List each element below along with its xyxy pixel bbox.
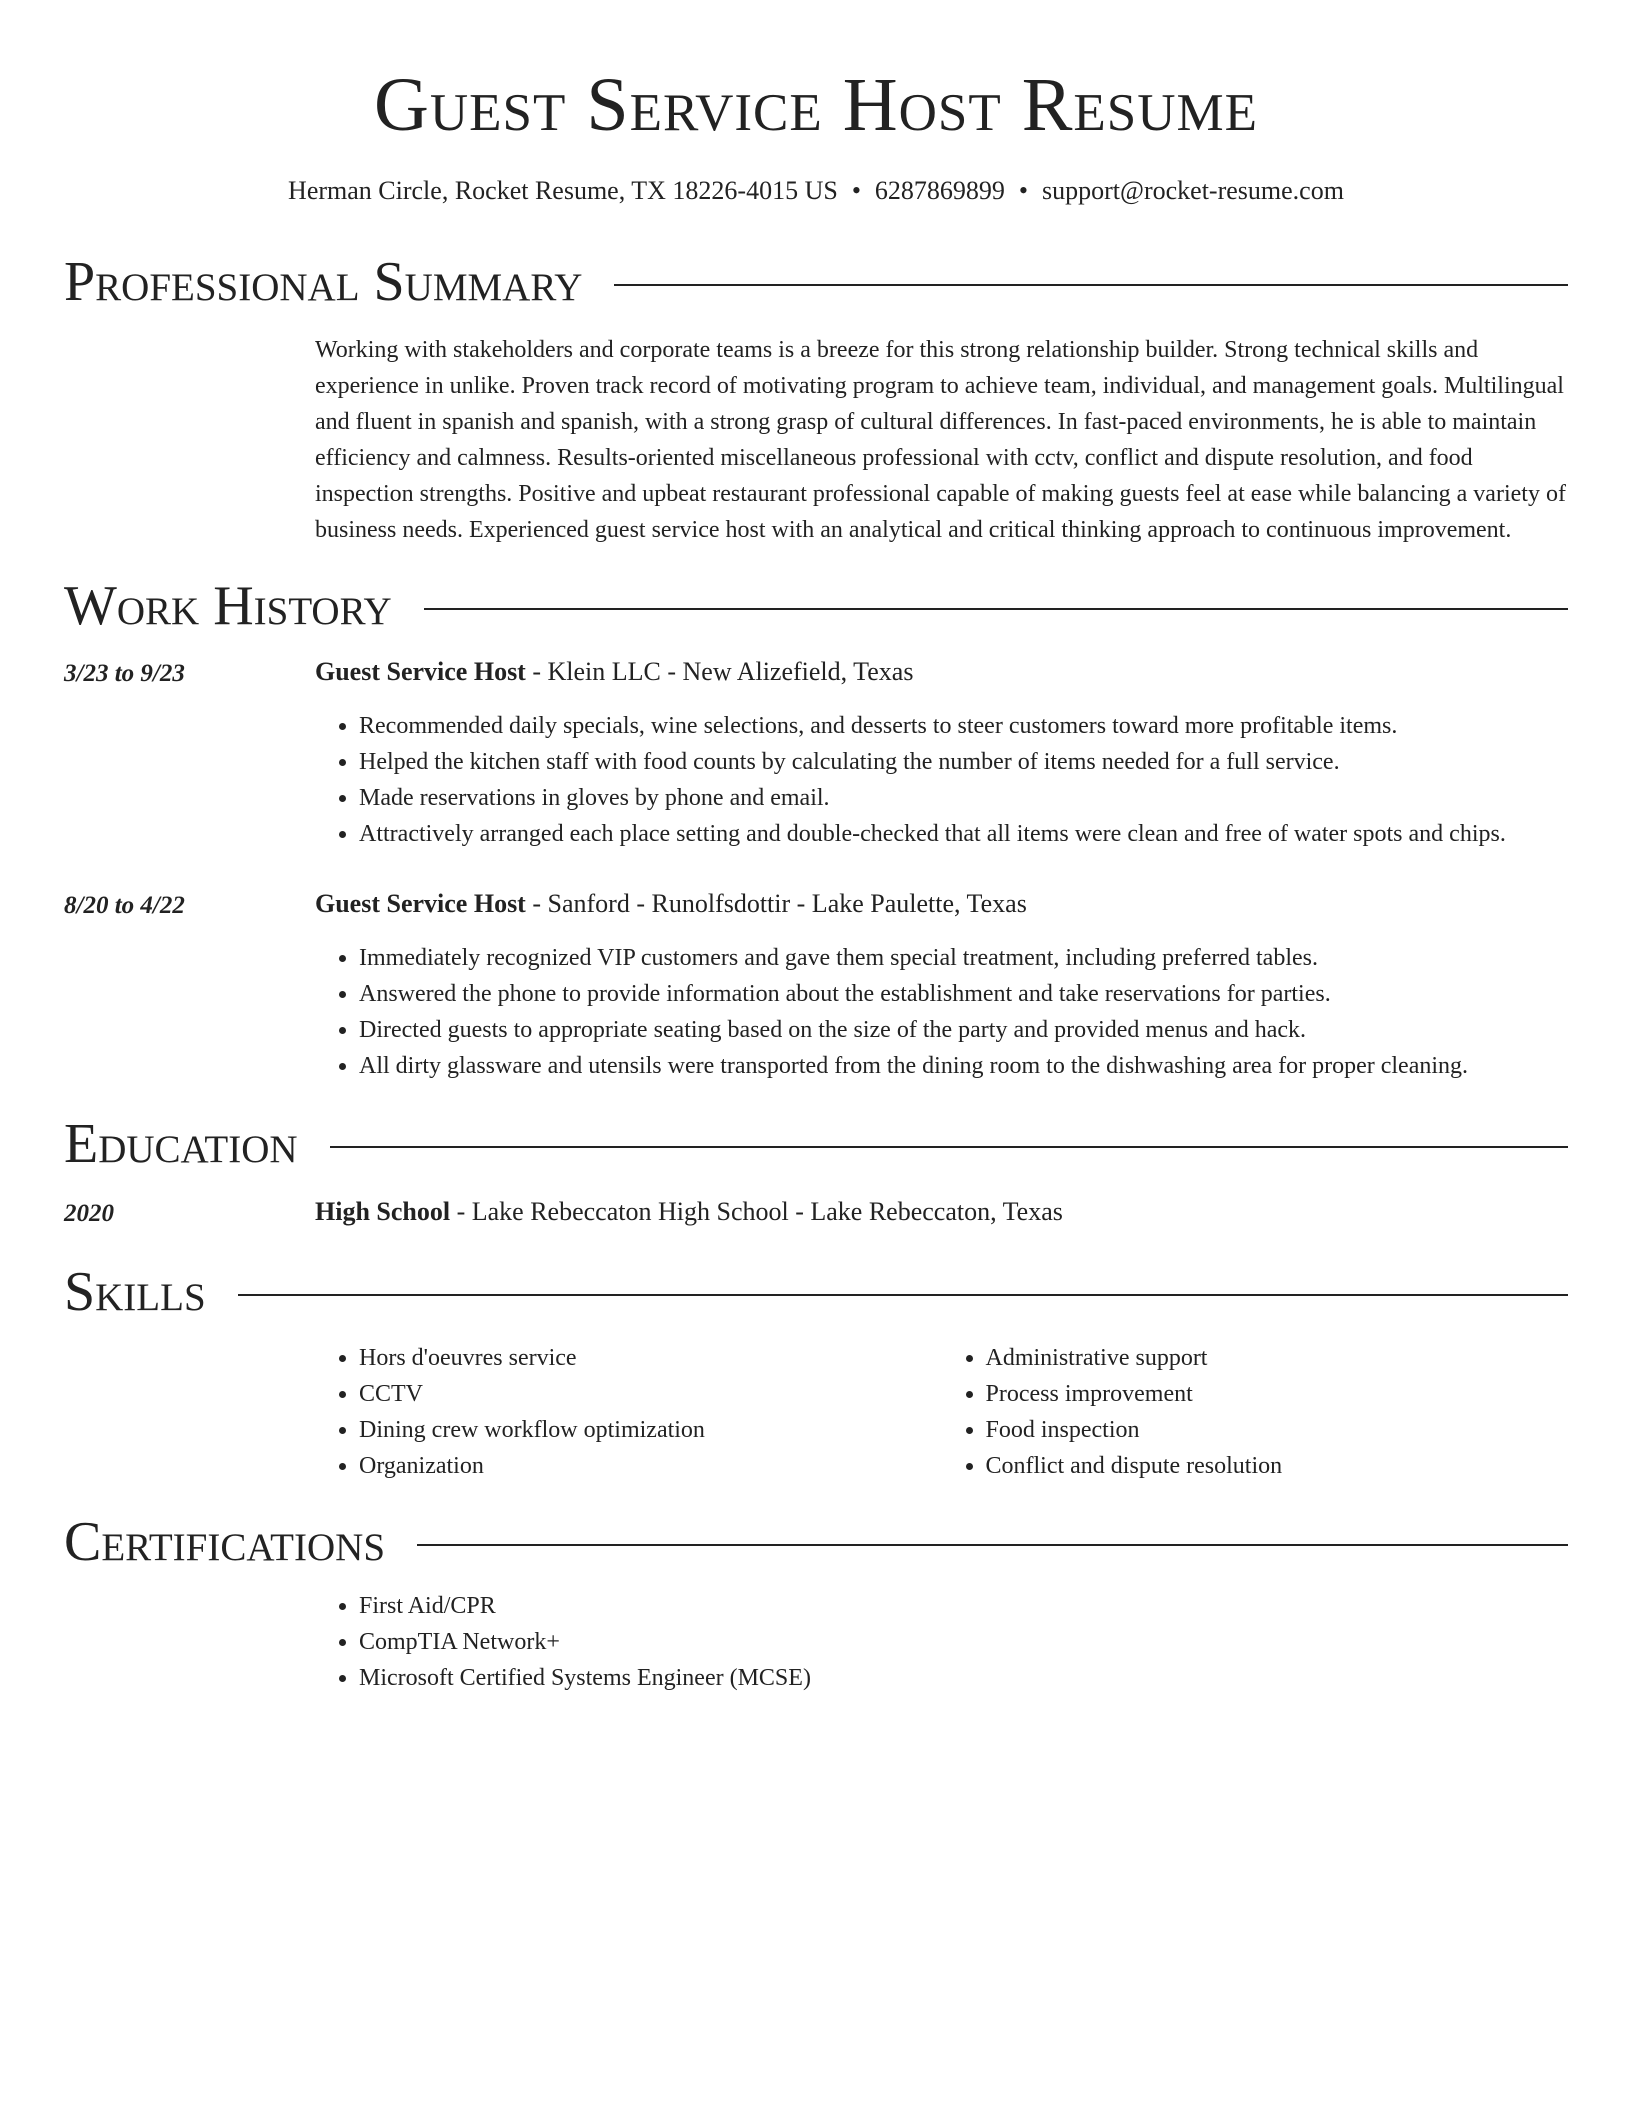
list-item: • Immediately recognized VIP customers and gave them special treatment, including preferred tables. (359, 940, 1568, 976)
skills-list-right (942, 1340, 1569, 1484)
certifications-heading: Certifications (64, 1511, 386, 1573)
list-item: • Food inspection (986, 1412, 1569, 1448)
resume-title: Guest Service Host Resume (373, 63, 1259, 147)
skills-row (64, 1340, 1568, 1484)
skills-heading: Skills (64, 1261, 206, 1323)
skills-left-spacer (64, 1340, 315, 1484)
list-item: • Administrative support (986, 1340, 1569, 1376)
list-item: • Hors d'oeuvres service (359, 1340, 942, 1376)
job-heading (315, 886, 1568, 924)
job-left-spacer (64, 924, 315, 1084)
work-heading: Work History (64, 575, 392, 637)
certifications-container (315, 1588, 1568, 1696)
job-dates: 8/20 to 4/22 (64, 892, 185, 919)
list-item: • Recommended daily specials, wine selections, and desserts to steer customers toward more profitable items. (359, 708, 1568, 744)
contact-address: Herman Circle, Rocket Resume, TX 18226-4015 US (288, 176, 838, 205)
job-bullets-row (64, 924, 1568, 1084)
skills-list-left (315, 1340, 942, 1484)
education-heading: Education (64, 1113, 298, 1175)
certifications-left-spacer (64, 1588, 315, 1696)
section-divider (614, 284, 1568, 286)
list-item: • Microsoft Certified Systems Engineer (MCSE) (359, 1660, 1568, 1696)
job-bullets-container (315, 924, 1568, 1084)
job-header-row (64, 886, 1568, 924)
job-heading (315, 654, 1568, 692)
list-item: • Process improvement (986, 1376, 1569, 1412)
list-item: • CCTV (359, 1376, 942, 1412)
list-item: • First Aid/CPR (359, 1588, 1568, 1624)
education-section-header (64, 1112, 1568, 1176)
contact-separator: • (851, 176, 861, 205)
section-divider (424, 608, 1568, 610)
education-year: 2020 (64, 1200, 114, 1227)
job-details: - Klein LLC - New Alizefield, Texas (525, 657, 914, 686)
certifications-row (64, 1588, 1568, 1696)
job-dates: 3/23 to 9/23 (64, 660, 185, 687)
skills-grid (315, 1340, 1568, 1484)
job-bullets (315, 940, 1568, 1084)
work-section-header (64, 574, 1568, 638)
job-title: Guest Service Host (315, 889, 526, 918)
certifications-section-header (64, 1510, 1568, 1574)
contact-email: support@rocket-resume.com (1042, 176, 1344, 205)
job-header-row (64, 654, 1568, 692)
education-degree: High School (315, 1197, 451, 1226)
summary-row (64, 332, 1568, 548)
list-item: • All dirty glassware and utensils were transported from the dining room to the dishwashing area for proper cleaning. (359, 1048, 1568, 1084)
contact-separator: • (1018, 176, 1029, 205)
job-title: Guest Service Host (315, 657, 526, 686)
job-entry (64, 886, 1568, 1084)
job-left-spacer (64, 692, 315, 852)
list-item: • Dining crew workflow optimization (359, 1412, 942, 1448)
job-bullets-row (64, 692, 1568, 852)
education-heading-line (315, 1194, 1568, 1232)
job-details: - Sanford - Runolfsdottir - Lake Paulette, Texas (525, 889, 1027, 918)
skills-section-header (64, 1260, 1568, 1324)
job-entry (64, 654, 1568, 852)
summary-text: Working with stakeholders and corporate teams is a breeze for this strong relationship builder. Strong technical skills and experience in unlike. Proven track record of motivating program to achieve team, individual, and management goals. Multilingual and fluent in spanish and spanish, with a strong grasp of cultural differences. In fast-paced environments, he is able to maintain efficiency and calmness. Results-oriented miscellaneous professional with cctv, conflict and dispute resolution, and food inspection strengths. Positive and upbeat restaurant professional capable of making guests feel at ease while balancing a variety of business needs. Experienced guest service host with an analytical and critical thinking approach to continuous improvement. (315, 337, 1566, 543)
section-divider (238, 1294, 1568, 1296)
section-divider (417, 1544, 1568, 1546)
summary-left-spacer (64, 332, 315, 548)
education-details: - Lake Rebeccaton High School - Lake Rebeccaton, Texas (450, 1197, 1063, 1226)
section-divider (330, 1146, 1568, 1148)
summary-section-header (64, 250, 1568, 314)
list-item: • Attractively arranged each place setting and double-checked that all items were clean and free of water spots and chips. (359, 816, 1568, 852)
list-item: • Organization (359, 1448, 942, 1484)
list-item: • CompTIA Network+ (359, 1624, 1568, 1660)
job-bullets-container (315, 692, 1568, 852)
contact-phone: 6287869899 (874, 176, 1005, 205)
list-item: • Made reservations in gloves by phone and email. (359, 780, 1568, 816)
certifications-list (315, 1588, 1568, 1696)
list-item: • Answered the phone to provide information about the establishment and take reservations for parties. (359, 976, 1568, 1012)
contact-line (64, 176, 1568, 206)
list-item: • Conflict and dispute resolution (986, 1448, 1569, 1484)
list-item: • Directed guests to appropriate seating based on the size of the party and provided menus and hack. (359, 1012, 1568, 1048)
summary-heading: Professional Summary (64, 251, 583, 313)
list-item: • Helped the kitchen staff with food counts by calculating the number of items needed for a full service. (359, 744, 1568, 780)
job-bullets (315, 708, 1568, 852)
education-entry (64, 1194, 1568, 1232)
